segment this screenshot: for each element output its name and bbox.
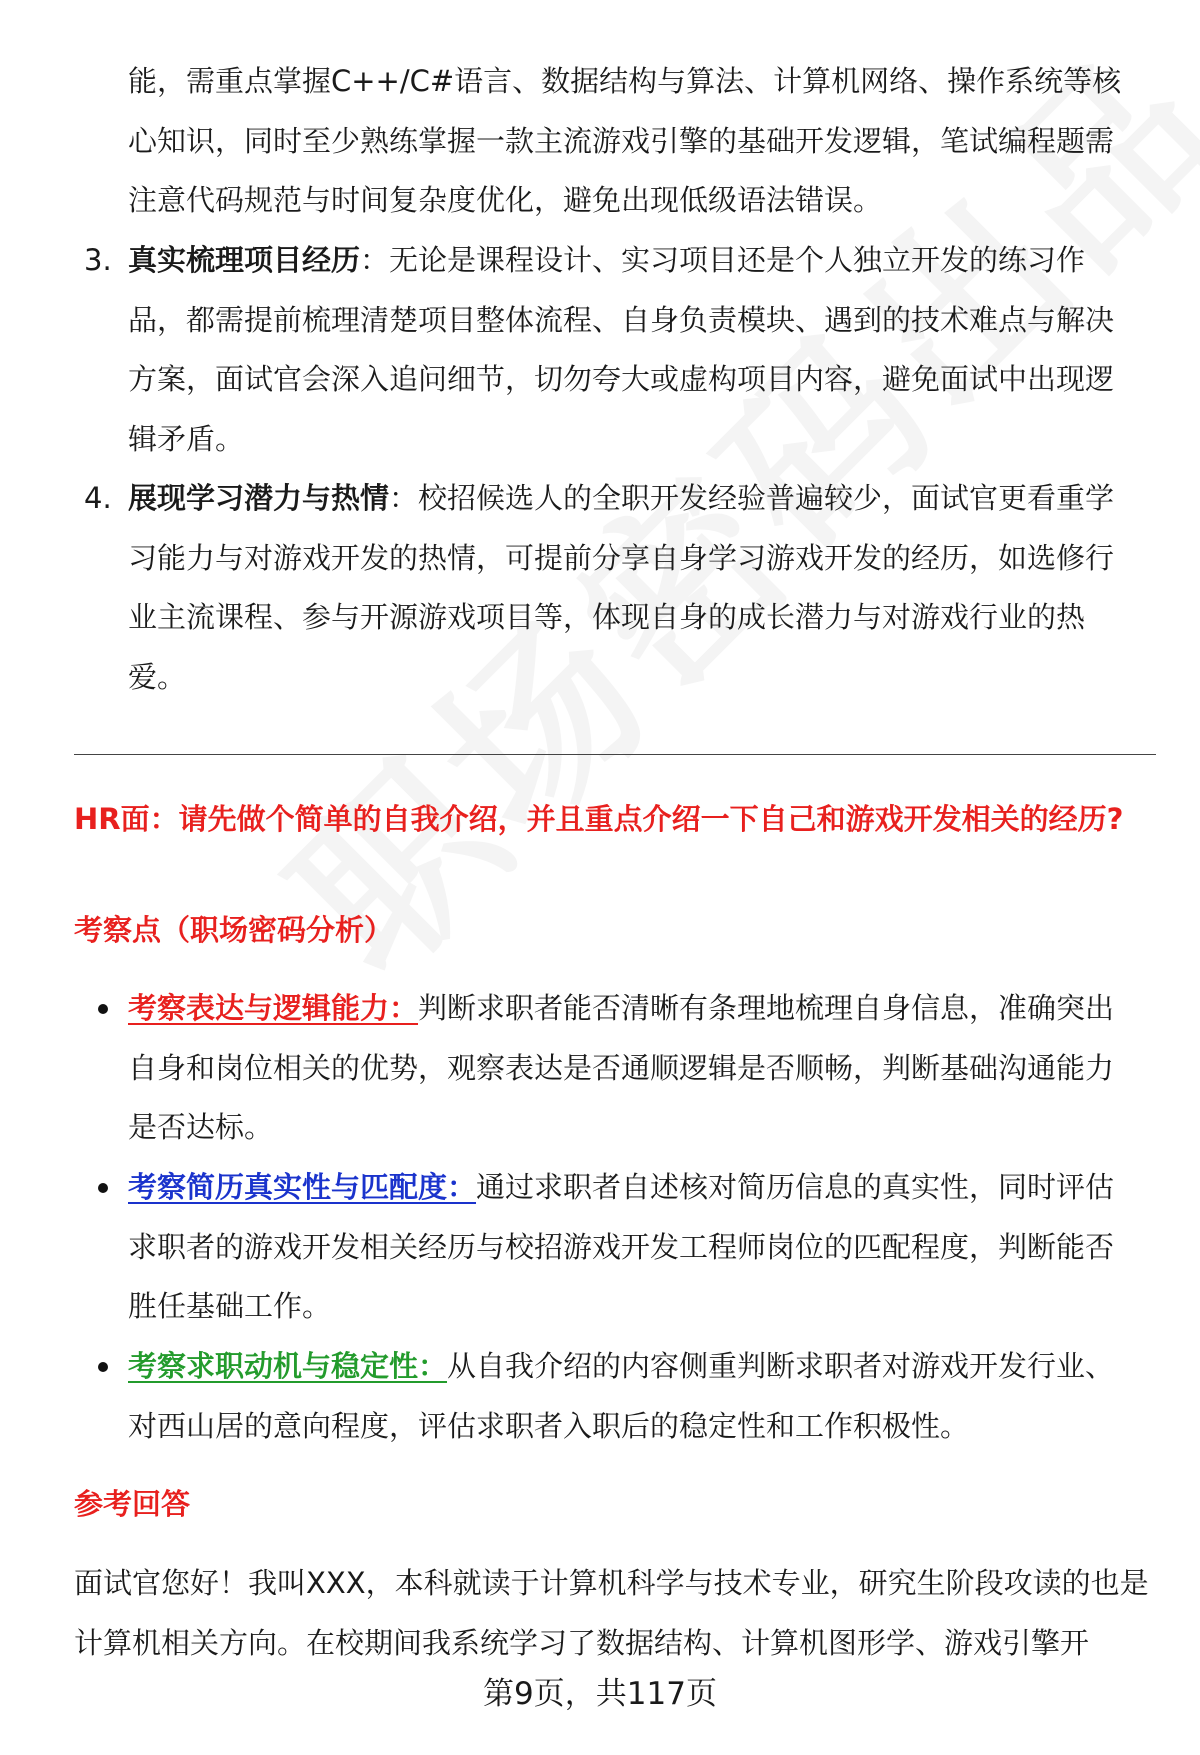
assessment-keyword: 考察简历真实性与匹配度： (128, 1170, 477, 1204)
tip-4-title: 展现学习潜力与热情 (128, 481, 390, 515)
interview-question: HR面：请先做个简单的自我介绍，并且重点介绍一下自己和游戏开发相关的经历? (74, 802, 1124, 836)
assessment-text: 通过求职者自述核对简历信息的真实性，同时评估求职者的游戏开发相关经历与校招游戏开发工程师岗位的匹配程度，判断能否胜任基础工作。 (128, 1170, 1115, 1323)
tip-3 (128, 231, 1140, 469)
tip-3-number: 3. (84, 243, 112, 277)
tip-3-text: ：无论是课程设计、实习项目还是个人独立开发的练习作品，都需提前梳理清楚项目整体流程、自身负责模块、遇到的技术难点与解决方案，面试官会深入追问细节，切勿夸大或虚构项目内容，避免面试中出现逻辑矛盾。 (128, 243, 1115, 456)
page-footer: 第9页，共117页 (483, 1676, 717, 1712)
assessment-text: 从自我介绍的内容侧重判断求职者对游戏开发行业、对西山居的意向程度，评估求职者入职后的稳定性和工作积极性。 (128, 1349, 1115, 1443)
assessment-heading: 考察点（职场密码分析） (74, 913, 394, 947)
tip-4-number: 4. (84, 481, 112, 515)
assessment-point-3 (128, 1337, 1140, 1456)
assessment-keyword: 考察表达与逻辑能力： (128, 991, 419, 1025)
bullet-dot (98, 1362, 108, 1372)
reference-answer: 面试官您好！我叫XXX，本科就读于计算机科学与技术专业，研究生阶段攻读的也是计算机相关方向。在校期间我系统学习了数据结构、计算机图形学、游戏引擎开 (74, 1566, 1149, 1660)
assessment-keyword: 考察求职动机与稳定性： (128, 1349, 448, 1383)
assessment-point-1 (128, 979, 1140, 1158)
assessment-text: 判断求职者能否清晰有条理地梳理自身信息，准确突出自身和岗位相关的优势，观察表达是否通顺逻辑是否顺畅，判断基础沟通能力是否达标。 (128, 991, 1115, 1144)
bullet-dot (98, 1183, 108, 1193)
tip-4 (128, 469, 1140, 707)
tip-4-text: ：校招候选人的全职开发经验普遍较少，面试官更看重学习能力与对游戏开发的热情，可提前分享自身学习游戏开发的经历，如选修行业主流课程、参与开源游戏项目等，体现自身的成长潜力与对游戏行业的热爱。 (128, 481, 1115, 694)
bullet-dot (98, 1004, 108, 1014)
tip-3-title: 真实梳理项目经历 (128, 243, 361, 277)
intro-continuation: 能，需重点掌握C++/C#语言、数据结构与算法、计算机网络、操作系统等核心知识，同时至少熟练掌握一款主流游戏引擎的基础开发逻辑，笔试编程题需注意代码规范与时间复杂度优化，避免出现低级语法错误。 (128, 64, 1122, 217)
reference-heading: 参考回答 (74, 1487, 191, 1521)
assessment-point-2 (128, 1158, 1140, 1337)
section-divider (74, 754, 1156, 755)
